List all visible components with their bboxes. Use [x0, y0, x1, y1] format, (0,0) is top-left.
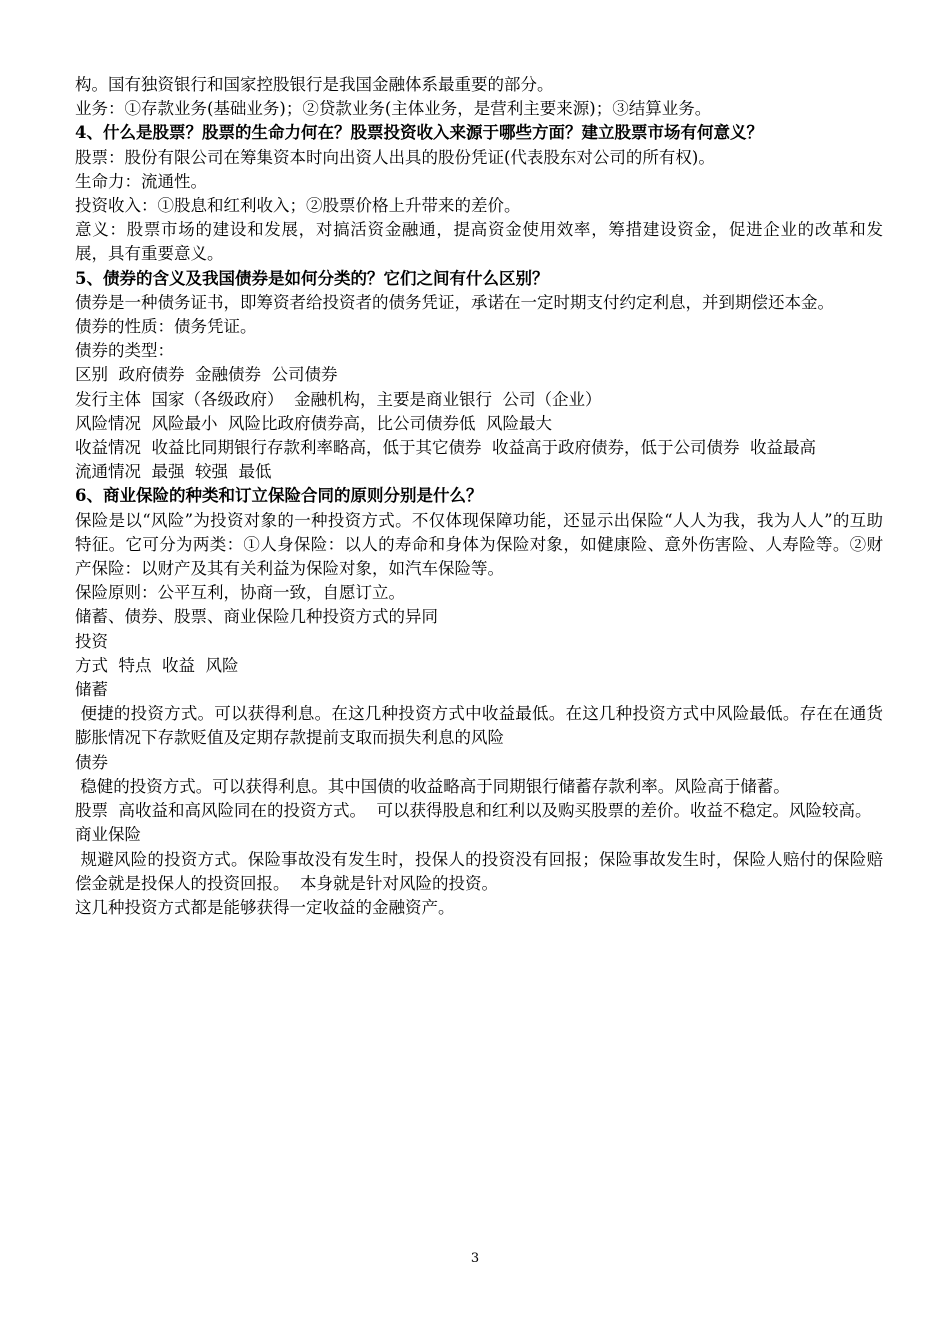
- text-line: 股票：股份有限公司在筹集资本时向出资人出具的股份凭证(代表股东对公司的所有权)。: [75, 147, 715, 167]
- text-line: 发行主体 国家（各级政府） 金融机构，主要是商业银行 公司（企业）: [75, 389, 602, 409]
- text-line: 便捷的投资方式。可以获得利息。在这几种投资方式中收益最低。在这几种投资方式中风险最低。存在在通货膨胀情况下存款贬值及定期存款提前支取而损失利息的风险: [75, 704, 884, 748]
- text-line: 生命力：流通性。: [75, 171, 207, 191]
- text-line: 区别 政府债券 金融债券 公司债券: [75, 365, 338, 385]
- section-heading: 5、债券的含义及我国债券是如何分类的？它们之间有什么区别？: [75, 268, 549, 288]
- text-line: 构。国有独资银行和国家控股银行是我国金融体系最重要的部分。: [75, 75, 554, 94]
- text-line: 流通情况 最强 较强 最低: [75, 462, 272, 482]
- text-line: 方式 特点 收益 风险: [75, 655, 239, 675]
- text-line: 债券是一种债务证书，即筹资者给投资者的债务凭证，承诺在一定时期支付约定利息，并到期偿还本金。: [75, 292, 834, 312]
- text-line: 意义：股票市场的建设和发展，对搞活资金融通，提高资金使用效率，筹措建设资金，促进企业的改革和发展，具有重要意义。: [75, 220, 883, 264]
- text-line: 规避风险的投资方式。保险事故没有发生时，投保人的投资没有回报；保险事故发生时，保险人赔付的保险赔偿金就是投保人的投资回报。 本身就是针对风险的投资。: [75, 849, 884, 893]
- text-line: 商业保险: [75, 825, 141, 845]
- text-line: 稳健的投资方式。可以获得利息。其中国债的收益略高于同期银行储蓄存款利率。风险高于储蓄。: [75, 776, 790, 796]
- text-line: 投资: [75, 631, 108, 651]
- text-line: 储蓄: [75, 680, 108, 700]
- text-line: 债券: [75, 752, 108, 772]
- text-line: 股票 高收益和高风险同在的投资方式。 可以获得股息和红利以及购买股票的差价。收益不稳定。风险较高。: [75, 801, 872, 821]
- section-heading: 4、什么是股票？股票的生命力何在？股票投资收入来源于哪些方面？建立股票市场有何意义？: [75, 123, 763, 143]
- text-line: 保险原则：公平互利，协商一致，自愿订立。: [75, 583, 405, 603]
- text-line: 储蓄、债券、股票、商业保险几种投资方式的异同: [75, 607, 438, 627]
- text-line: 债券的性质：债务凭证。: [75, 317, 257, 337]
- text-line: 债券的类型：: [75, 341, 174, 361]
- document-body: [75, 73, 883, 920]
- text-line: 风险情况 风险最小 风险比政府债券高，比公司债券低 风险最大: [75, 413, 552, 433]
- section-heading: 6、商业保险的种类和订立保险合同的原则分别是什么？: [75, 486, 483, 506]
- text-line: 业务：①存款业务(基础业务)；②贷款业务(主体业务，是营利主要来源)；③结算业务。: [75, 99, 712, 119]
- text-line: 投资收入：①股息和红利收入；②股票价格上升带来的差价。: [75, 196, 521, 216]
- page-number: 3: [470, 1251, 480, 1266]
- text-line: 收益情况 收益比同期银行存款利率略高，低于其它债券 收益高于政府债券，低于公司债券 收益最高: [75, 438, 816, 458]
- text-line: 这几种投资方式都是能够获得一定收益的金融资产。: [75, 897, 455, 917]
- text-line: 保险是以“风险”为投资对象的一种投资方式。不仅体现保障功能，还显示出保险“人人为我，我为人人”的互助特征。它可分为两类：①人身保险：以人的寿命和身体为保险对象，如健康险、意外伤害险、人寿险等。②财产保险：以财产及其有关利益为保险对象，如汽车保险等。: [75, 510, 883, 579]
